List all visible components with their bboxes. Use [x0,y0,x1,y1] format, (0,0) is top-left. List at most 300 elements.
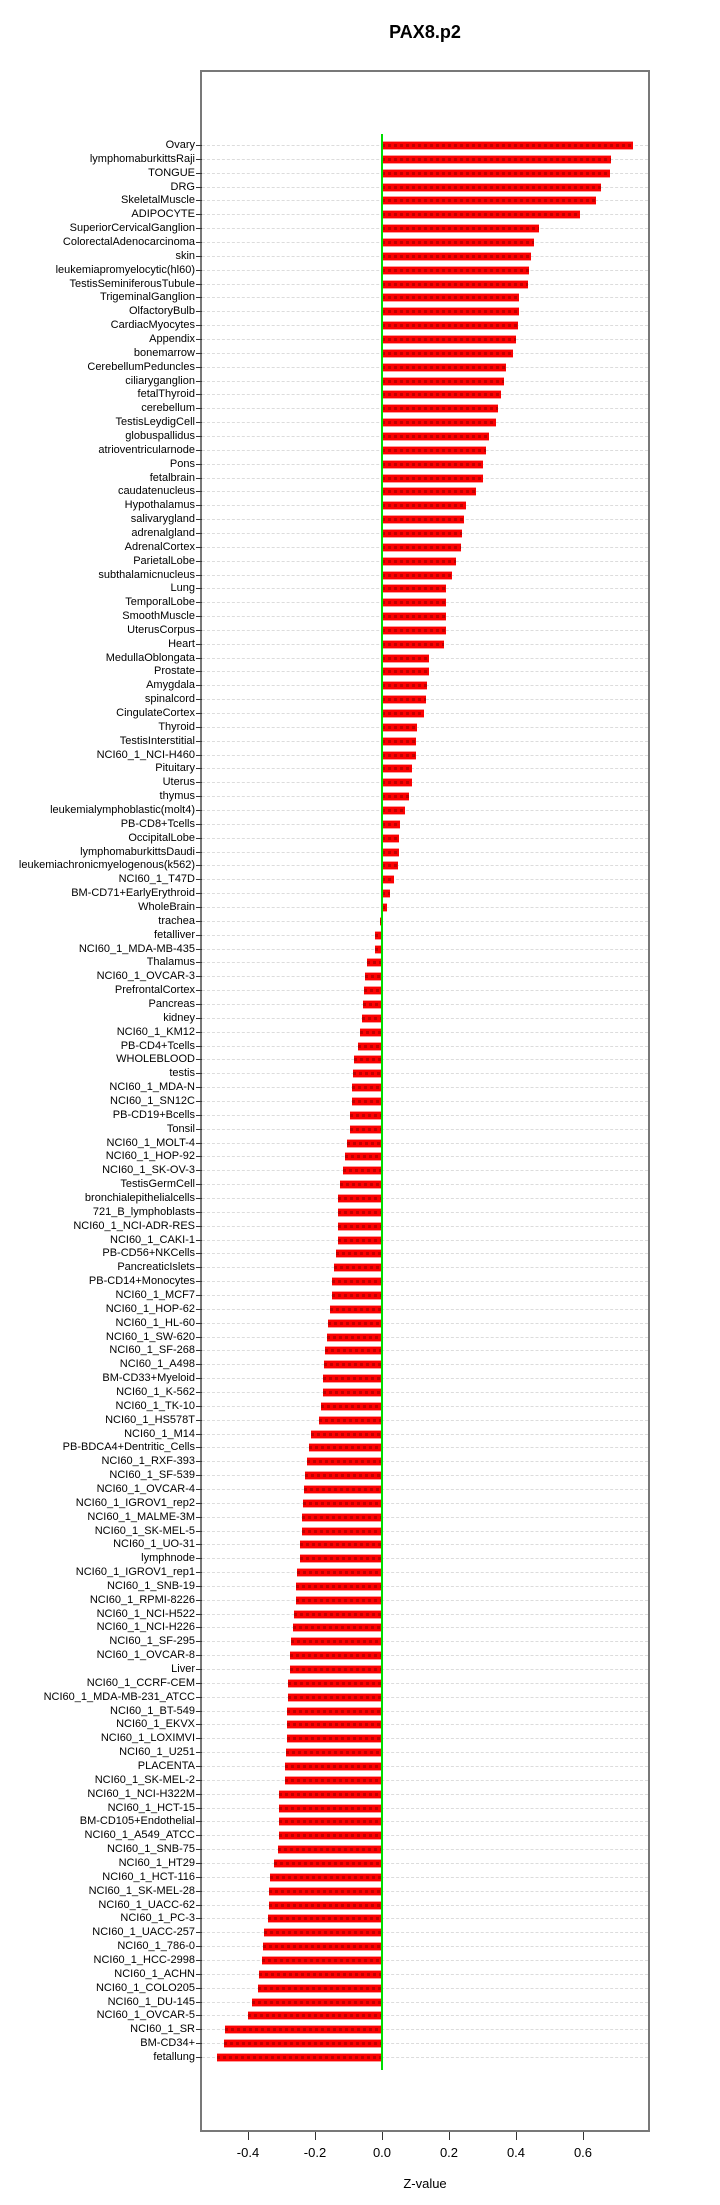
y-tick [196,1918,202,1919]
y-axis-label: lymphomaburkittsDaudi [80,846,195,858]
y-axis-label: leukemiachronicmyelogenous(k562) [18,859,195,871]
y-tick [196,1988,202,1989]
y-axis-label: BM-CD34+ [140,2037,195,2049]
gridline [202,1489,648,1490]
bar [382,834,399,843]
bar [225,2025,382,2034]
y-tick [196,616,202,617]
gridline [202,1600,648,1601]
x-tick-label: 0.2 [439,2145,459,2160]
bar [279,1804,382,1813]
bar [358,1042,382,1051]
bar [382,210,580,219]
y-axis-label: NCI60_1_IGROV1_rep2 [75,1497,195,1509]
y-axis-label: Pituitary [155,762,195,774]
y-axis-label: NCI60_1_SF-539 [109,1469,195,1481]
bar [382,307,519,316]
y-tick [196,1267,202,1268]
y-tick [196,1115,202,1116]
y-tick [196,1447,202,1448]
y-axis-label: NCI60_1_NCI-H226 [96,1621,195,1633]
y-axis-label: NCI60_1_DU-145 [107,1996,195,2008]
gridline [202,1420,648,1421]
bar [288,1693,382,1702]
y-tick [196,284,202,285]
plot-area [200,70,650,2132]
gridline [202,1461,648,1462]
bar [382,460,483,469]
y-axis-label: NCI60_1_RXF-393 [101,1455,195,1467]
y-tick [196,1018,202,1019]
gridline [202,1697,648,1698]
bar [382,404,498,413]
gridline [202,1198,648,1199]
y-tick [196,575,202,576]
bar [224,2039,382,2048]
bar [382,280,528,289]
bar [296,1596,382,1605]
y-axis-label: NCI60_1_HCT-15 [107,1802,195,1814]
bar [364,986,382,995]
bar [288,1679,382,1688]
gridline [202,852,648,853]
y-axis-label: NCI60_1_SNB-19 [106,1580,195,1592]
y-tick [196,879,202,880]
bar [382,848,399,857]
bar [323,1388,382,1397]
y-axis-label: NCI60_1_TK-10 [115,1400,195,1412]
y-tick [196,325,202,326]
y-axis-label: NCI60_1_EKVX [116,1718,195,1730]
bar [285,1762,382,1771]
y-axis-label: Thyroid [158,721,195,733]
y-tick [196,976,202,977]
y-tick [196,1891,202,1892]
bar [334,1263,382,1272]
y-axis-label: NCI60_1_MDA-MB-231_ATCC [43,1691,195,1703]
y-axis-label: bronchialepithelialcells [84,1192,195,1204]
gridline [202,1683,648,1684]
bar [382,169,610,178]
gridline [202,1406,648,1407]
gridline [202,1614,648,1615]
gridline [202,1531,648,1532]
y-axis-label: NCI60_1_SK-MEL-5 [94,1525,195,1537]
bar [382,640,444,649]
y-axis-label: NCI60_1_CCRF-CEM [86,1677,195,1689]
y-tick [196,478,202,479]
y-axis-label: NCI60_1_NCI-H522 [96,1608,195,1620]
gridline [202,768,648,769]
y-tick [196,1184,202,1185]
y-axis-label: SmoothMuscle [122,610,195,622]
y-tick [196,394,202,395]
bar [324,1360,382,1369]
y-tick [196,2015,202,2016]
y-axis-label: trachea [158,915,195,927]
y-axis-label: NCI60_1_SNB-75 [106,1843,195,1855]
bar [325,1346,382,1355]
y-tick [196,1572,202,1573]
y-tick [196,1669,202,1670]
y-tick [196,1932,202,1933]
gridline [202,1544,648,1545]
gridline [202,935,648,936]
bar [311,1430,382,1439]
y-axis-label: NCI60_1_HL-60 [115,1317,195,1329]
bar [382,598,446,607]
y-axis-label: NCI60_1_BT-549 [110,1705,195,1717]
y-axis-label: fetalliver [154,929,195,941]
y-axis-label: BM-CD105+Endothelial [79,1815,195,1827]
y-axis-label: NCI60_1_SK-MEL-28 [88,1885,195,1897]
y-axis-label: Appendix [149,333,195,345]
y-tick [196,1475,202,1476]
bar [382,224,539,233]
y-tick [196,1101,202,1102]
bar [353,1069,382,1078]
gridline [202,1156,648,1157]
y-axis-label: CardiacMyocytes [110,319,195,331]
bar [302,1513,382,1522]
y-axis-label: Pons [169,458,195,470]
y-tick [196,339,202,340]
bar [382,390,501,399]
bar [382,751,416,760]
bar [382,861,398,870]
gridline [202,1337,648,1338]
y-axis-label: NCI60_1_SK-OV-3 [102,1164,195,1176]
y-axis-label: globuspallidus [125,430,195,442]
y-axis-label: NCI60_1_NCI-H460 [96,749,195,761]
y-axis-label: subthalamicnucleus [98,569,195,581]
gridline [202,1475,648,1476]
y-tick [196,1531,202,1532]
bar [382,778,412,787]
y-tick [196,824,202,825]
y-axis-label: NCI60_1_UO-31 [113,1538,195,1550]
y-tick [196,311,202,312]
bar [304,1485,382,1494]
gridline [202,1392,648,1393]
bar [287,1720,382,1729]
y-axis-label: NCI60_1_NCI-ADR-RES [73,1220,195,1232]
y-tick [196,1170,202,1171]
y-tick [196,1156,202,1157]
gridline [202,1226,648,1227]
bar [382,418,496,427]
bar [269,1901,382,1910]
bar [363,1000,382,1009]
bar [338,1208,382,1217]
y-axis-label: NCI60_1_OVCAR-3 [96,970,195,982]
y-tick [196,1517,202,1518]
y-axis-label: salivarygland [130,513,195,525]
y-tick [196,1461,202,1462]
bar [263,1942,382,1951]
gridline [202,741,648,742]
gridline [202,1711,648,1712]
y-tick [196,1794,202,1795]
y-axis-label: fetalbrain [149,472,195,484]
y-tick [196,450,202,451]
y-axis-label: NCI60_1_OVCAR-8 [96,1649,195,1661]
y-axis-label: OlfactoryBulb [128,305,195,317]
y-tick [196,1323,202,1324]
y-axis-label: TONGUE [148,167,195,179]
gridline [202,1766,648,1767]
y-tick [196,838,202,839]
y-axis-label: Pancreas [148,998,195,1010]
y-tick [196,367,202,368]
gridline [202,1669,648,1670]
y-tick [196,949,202,950]
y-tick [196,1614,202,1615]
y-tick [196,1489,202,1490]
y-axis-label: Liver [171,1663,195,1675]
y-axis-label: NCI60_1_MALME-3M [87,1511,195,1523]
y-tick [196,644,202,645]
y-axis-label: lymphnode [141,1552,195,1564]
y-axis-label: thymus [159,790,195,802]
y-axis-label: leukemiapromyelocytic(hl60) [55,264,195,276]
y-tick [196,297,202,298]
bar [362,1014,382,1023]
y-tick [196,1073,202,1074]
y-axis-label: NCI60_1_SW-620 [105,1331,195,1343]
gridline [202,1586,648,1587]
bar [382,335,516,344]
gridline [202,1212,648,1213]
y-tick [196,1253,202,1254]
bar [382,792,409,801]
y-tick [196,1641,202,1642]
bar [319,1416,382,1425]
y-tick [196,1877,202,1878]
y-tick [196,1849,202,1850]
y-tick [196,519,202,520]
gridline [202,1046,648,1047]
y-axis-label: TestisGermCell [120,1178,195,1190]
y-axis-label: PB-CD19+Bcells [112,1109,195,1121]
bar [382,377,504,386]
y-axis-label: ADIPOCYTE [131,208,195,220]
y-axis-label: Amygdala [146,679,195,691]
gridline [202,1627,648,1628]
y-tick [196,1863,202,1864]
bar [382,557,456,566]
bar [338,1222,382,1231]
bar [382,875,394,884]
gridline [202,1641,648,1642]
y-tick [196,852,202,853]
y-tick [196,1032,202,1033]
y-axis-labels [0,0,195,2205]
gridline [202,1295,648,1296]
y-tick [196,1586,202,1587]
y-axis-label: MedullaOblongata [105,652,195,664]
bar [382,238,534,247]
y-axis-label: BM-CD33+Myeloid [102,1372,195,1384]
bar [287,1707,382,1716]
y-axis-label: Thalamus [146,956,195,968]
gridline [202,865,648,866]
y-tick [196,782,202,783]
y-axis-label: TestisSeminiferousTubule [69,278,195,290]
y-axis-label: atrioventricularnode [98,444,195,456]
y-tick [196,1240,202,1241]
y-axis-label: NCI60_1_IGROV1_rep1 [75,1566,195,1578]
y-tick [196,1198,202,1199]
y-axis-label: NCI60_1_SF-295 [109,1635,195,1647]
bar [278,1845,382,1854]
y-axis-label: Ovary [165,139,195,151]
gridline [202,990,648,991]
y-tick [196,1544,202,1545]
gridline [202,1281,648,1282]
bar [382,709,424,718]
y-tick [196,1683,202,1684]
y-tick [196,713,202,714]
gridline [202,976,648,977]
y-tick [196,1711,202,1712]
gridline [202,1240,648,1241]
y-axis-label: NCI60_1_K-562 [116,1386,195,1398]
gridline [202,824,648,825]
gridline [202,1558,648,1559]
y-tick [196,1364,202,1365]
y-tick [196,755,202,756]
bar [323,1374,382,1383]
y-tick [196,1960,202,1961]
y-tick [196,228,202,229]
y-tick [196,1434,202,1435]
bar [286,1748,382,1757]
bar [382,446,486,455]
x-tick [449,2132,450,2140]
bar [270,1873,382,1882]
bar [309,1443,382,1452]
y-tick [196,1350,202,1351]
y-axis-label: NCI60_1_U251 [119,1746,195,1758]
bar [382,626,446,635]
y-axis-label: leukemialymphoblastic(molt4) [50,804,195,816]
y-axis-label: spinalcord [144,693,195,705]
bar [248,2011,382,2020]
bar [382,529,462,538]
y-tick [196,699,202,700]
y-axis-label: NCI60_1_HT29 [118,1857,195,1869]
y-tick [196,242,202,243]
gridline [202,893,648,894]
bar [382,196,596,205]
bar [293,1623,382,1632]
gridline [202,949,648,950]
gridline [202,1059,648,1060]
y-axis-label: NCI60_1_MOLT-4 [106,1137,195,1149]
y-tick [196,2057,202,2058]
y-tick [196,505,202,506]
y-tick [196,2043,202,2044]
y-axis-label: CingulateCortex [116,707,195,719]
y-axis-label: SkeletalMuscle [121,194,195,206]
bar [382,349,513,358]
y-axis-label: NCI60_1_KM12 [116,1026,195,1038]
bar [290,1665,382,1674]
bar [382,654,429,663]
y-tick [196,907,202,908]
y-tick [196,1697,202,1698]
y-axis-label: PLACENTA [137,1760,195,1772]
gridline [202,1253,648,1254]
bar [382,820,400,829]
y-tick [196,1946,202,1947]
y-tick [196,491,202,492]
y-tick [196,1752,202,1753]
bar [382,681,427,690]
gridline [202,1447,648,1448]
y-axis-label: NCI60_1_HCC-2998 [93,1954,195,1966]
y-axis-label: NCI60_1_RPMI-8226 [89,1594,195,1606]
bar [336,1249,382,1258]
gridline [202,1517,648,1518]
y-tick [196,1004,202,1005]
gridline [202,838,648,839]
y-axis-label: WholeBrain [138,901,195,913]
y-tick [196,270,202,271]
gridline [202,921,648,922]
bar [382,141,633,150]
gridline [202,1724,648,1725]
bar [350,1125,382,1134]
y-tick [196,1406,202,1407]
y-axis-label: caudatenucleus [117,485,195,497]
bar [300,1540,382,1549]
y-tick [196,741,202,742]
y-axis-label: bonemarrow [133,347,195,359]
bar [382,806,405,815]
bar [382,723,417,732]
y-axis-label: NCI60_1_A498 [119,1358,195,1370]
gridline [202,1434,648,1435]
y-tick [196,1420,202,1421]
gridline [202,1877,648,1878]
y-tick [196,1627,202,1628]
bar [291,1637,382,1646]
y-tick [196,588,202,589]
y-axis-label: NCI60_1_OVCAR-4 [96,1483,195,1495]
gridline [202,962,648,963]
y-axis-label: ColorectalAdenocarcinoma [62,236,195,248]
y-axis-label: PB-CD56+NKCells [102,1247,195,1259]
gridline [202,810,648,811]
y-axis-label: kidney [163,1012,195,1024]
y-axis-label: Uterus [162,776,195,788]
y-tick [196,921,202,922]
bar [382,612,446,621]
x-tick [248,2132,249,2140]
x-axis-title: Z-value [403,2176,447,2191]
bar [332,1291,382,1300]
y-tick [196,187,202,188]
y-tick [196,2029,202,2030]
y-tick [196,408,202,409]
bar [279,1831,382,1840]
y-axis-label: Lung [170,582,195,594]
bar [264,1928,382,1937]
y-tick [196,1808,202,1809]
gridline [202,1004,648,1005]
